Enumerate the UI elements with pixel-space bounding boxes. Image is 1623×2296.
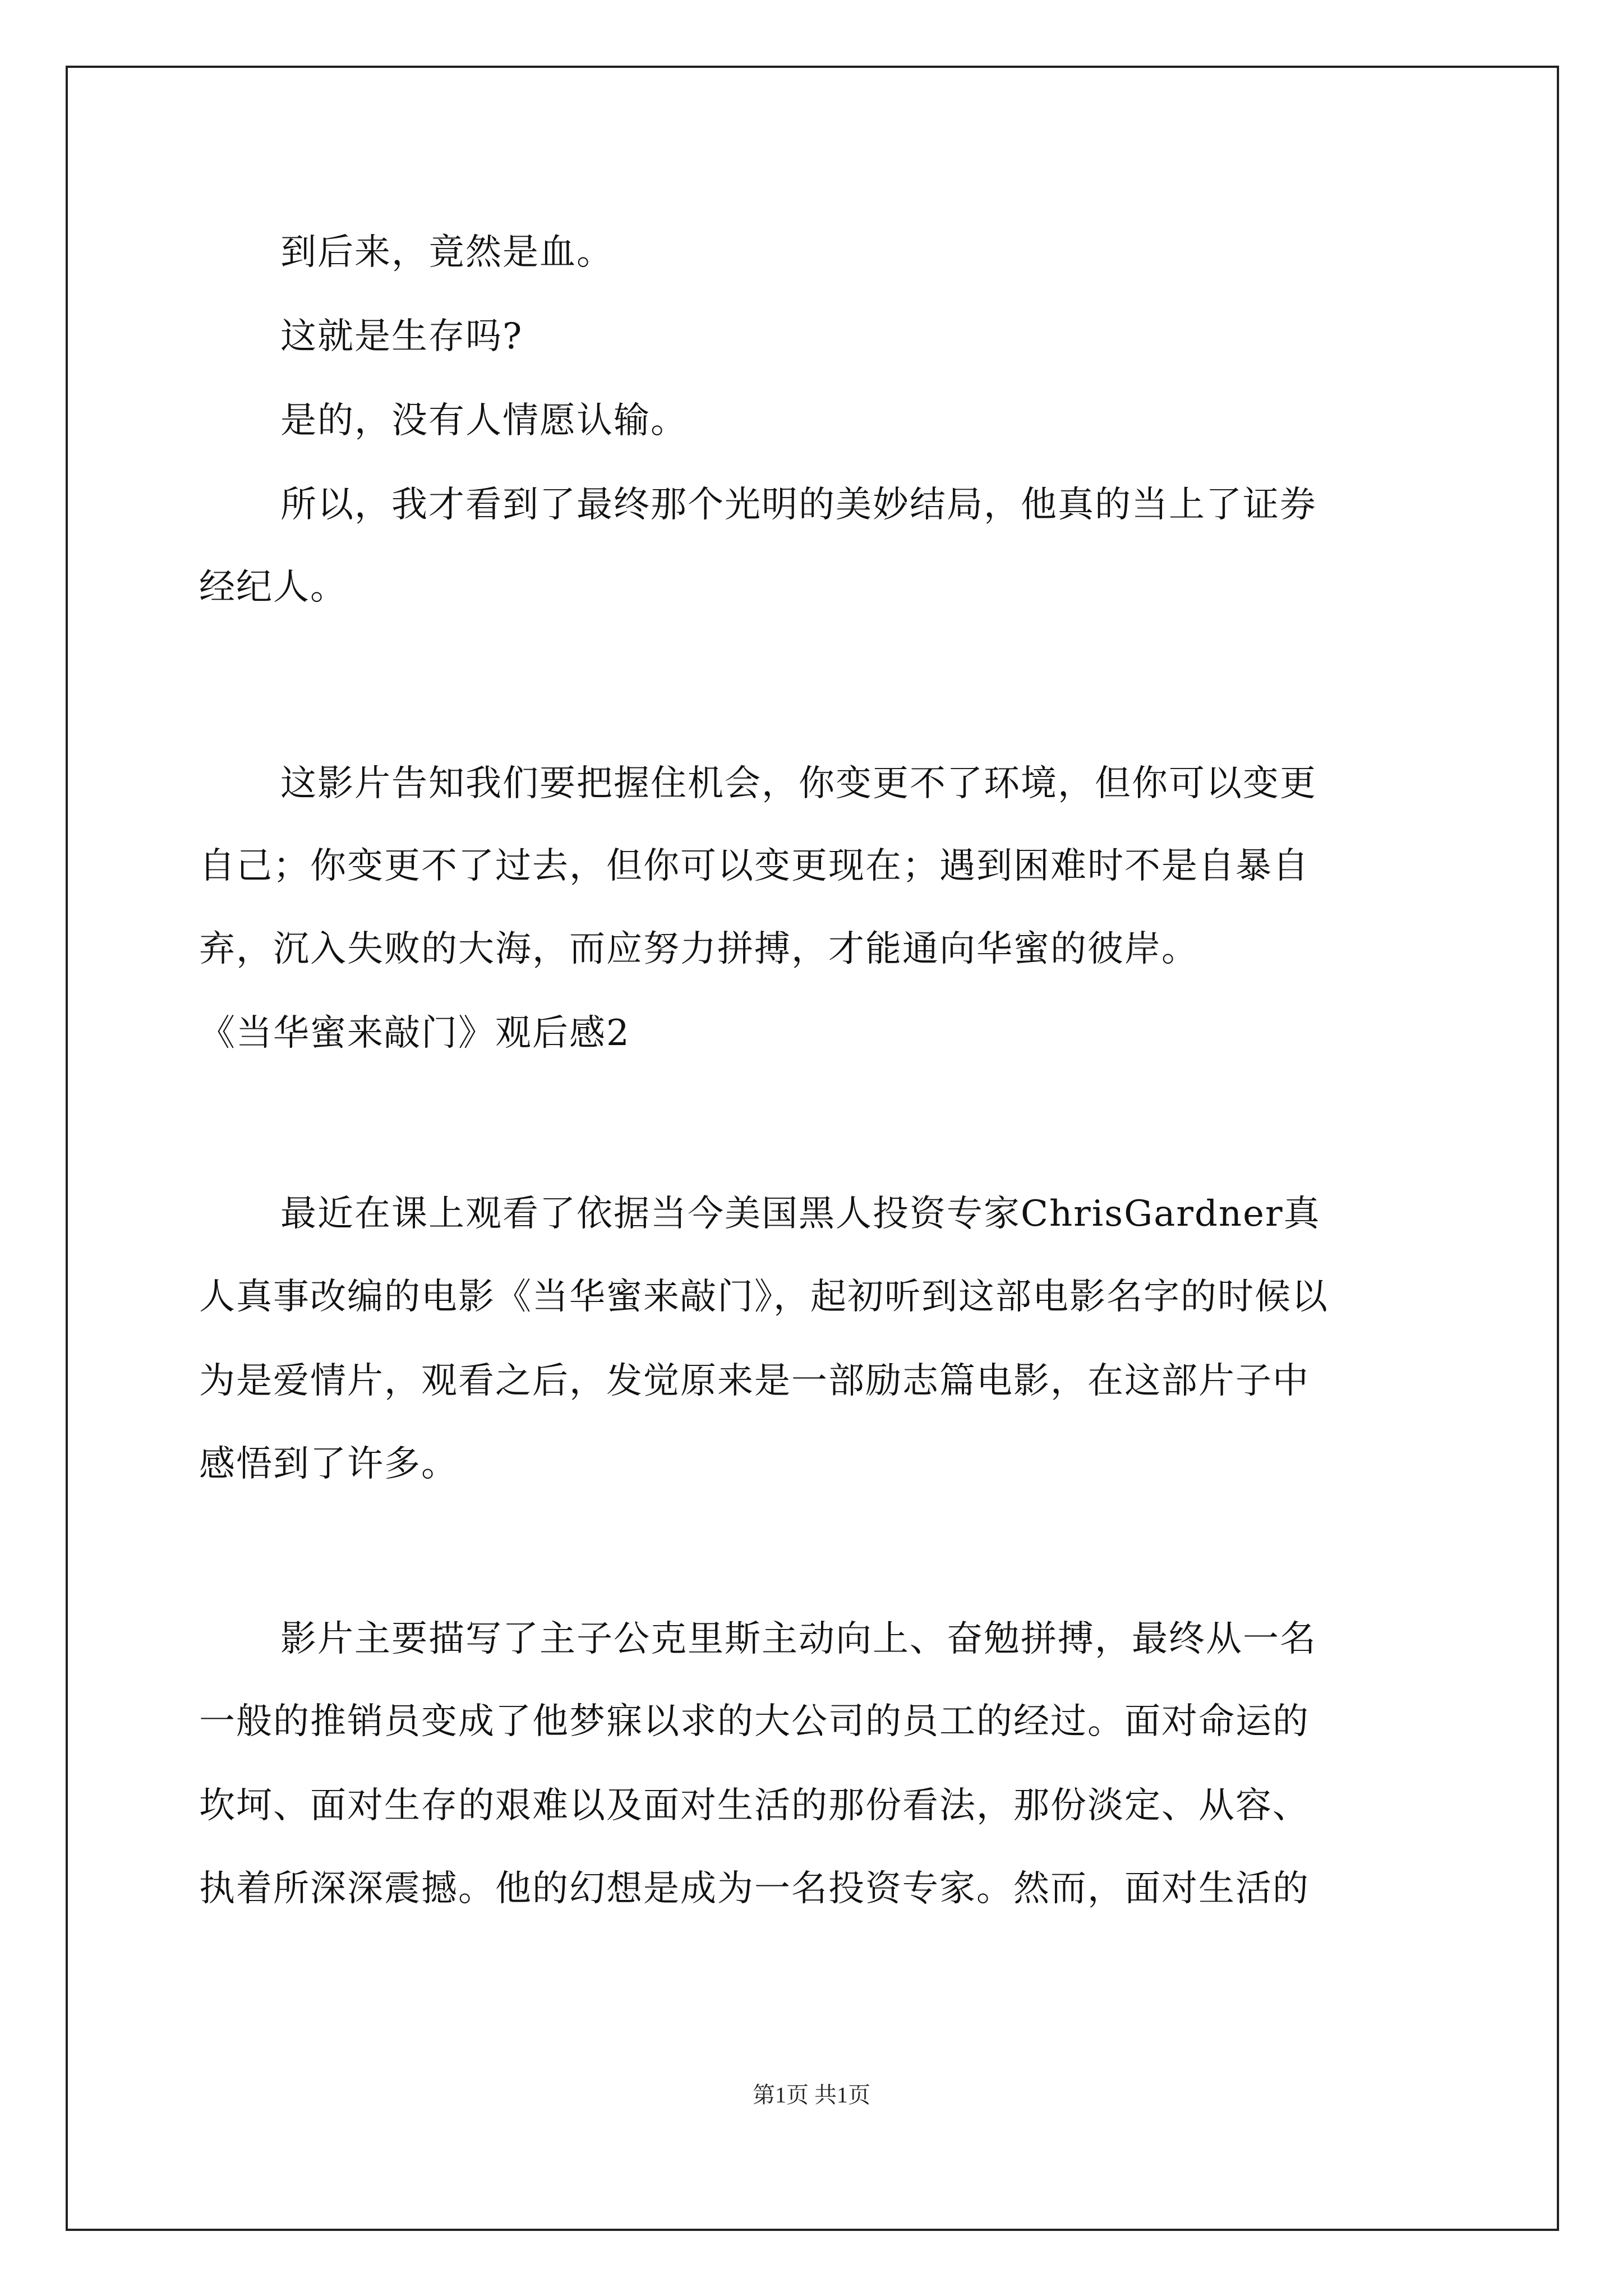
- paragraph-line: 弃，沉入失败的大海，而应努力拼搏，才能通向华蜜的彼岸。: [199, 928, 1198, 970]
- page-footer: 第1页 共1页: [753, 2082, 870, 2108]
- paragraph-line: 人真事改编的电影《当华蜜来敲门》，起初听到这部电影名字的时候以: [199, 1276, 1329, 1318]
- paragraph-line: 最近在课上观看了依据当今美国黑人投资专家ChrisGardner真: [280, 1193, 1321, 1235]
- paragraph-line: 自己；你变更不了过去，但你可以变更现在；遇到困难时不是自暴自: [199, 845, 1310, 887]
- paragraph-line: 影片主要描写了主子公克里斯主动向上、奋勉拼搏，最终从一名: [280, 1618, 1317, 1660]
- paragraph-line: 一般的推销员变成了他梦寐以求的大公司的员工的经过。面对命运的: [199, 1701, 1310, 1742]
- paragraph-line: 这影片告知我们要把握住机会，你变更不了环境，但你可以变更: [280, 763, 1317, 804]
- paragraph-line: 经纪人。: [199, 567, 347, 608]
- paragraph-line: 执着所深深震撼。他的幻想是成为一名投资专家。然而，面对生活的: [199, 1868, 1310, 1910]
- section-heading: 《当华蜜来敲门》观后感2: [199, 1013, 630, 1054]
- paragraph-line: 坎坷、面对生存的艰难以及面对生活的那份看法，那份淡定、从容、: [199, 1785, 1310, 1826]
- paragraph-line: 是的，没有人情愿认输。: [280, 400, 688, 441]
- paragraph-line: 到后来，竟然是血。: [280, 232, 614, 273]
- paragraph-line: 感悟到了许多。: [199, 1443, 458, 1485]
- paragraph-line: 为是爱情片，观看之后，发觉原来是一部励志篇电影，在这部片子中: [199, 1360, 1310, 1402]
- paragraph-line: 这就是生存吗?: [280, 316, 523, 357]
- paragraph-line: 所以，我才看到了最终那个光明的美妙结局，他真的当上了证券: [280, 484, 1317, 526]
